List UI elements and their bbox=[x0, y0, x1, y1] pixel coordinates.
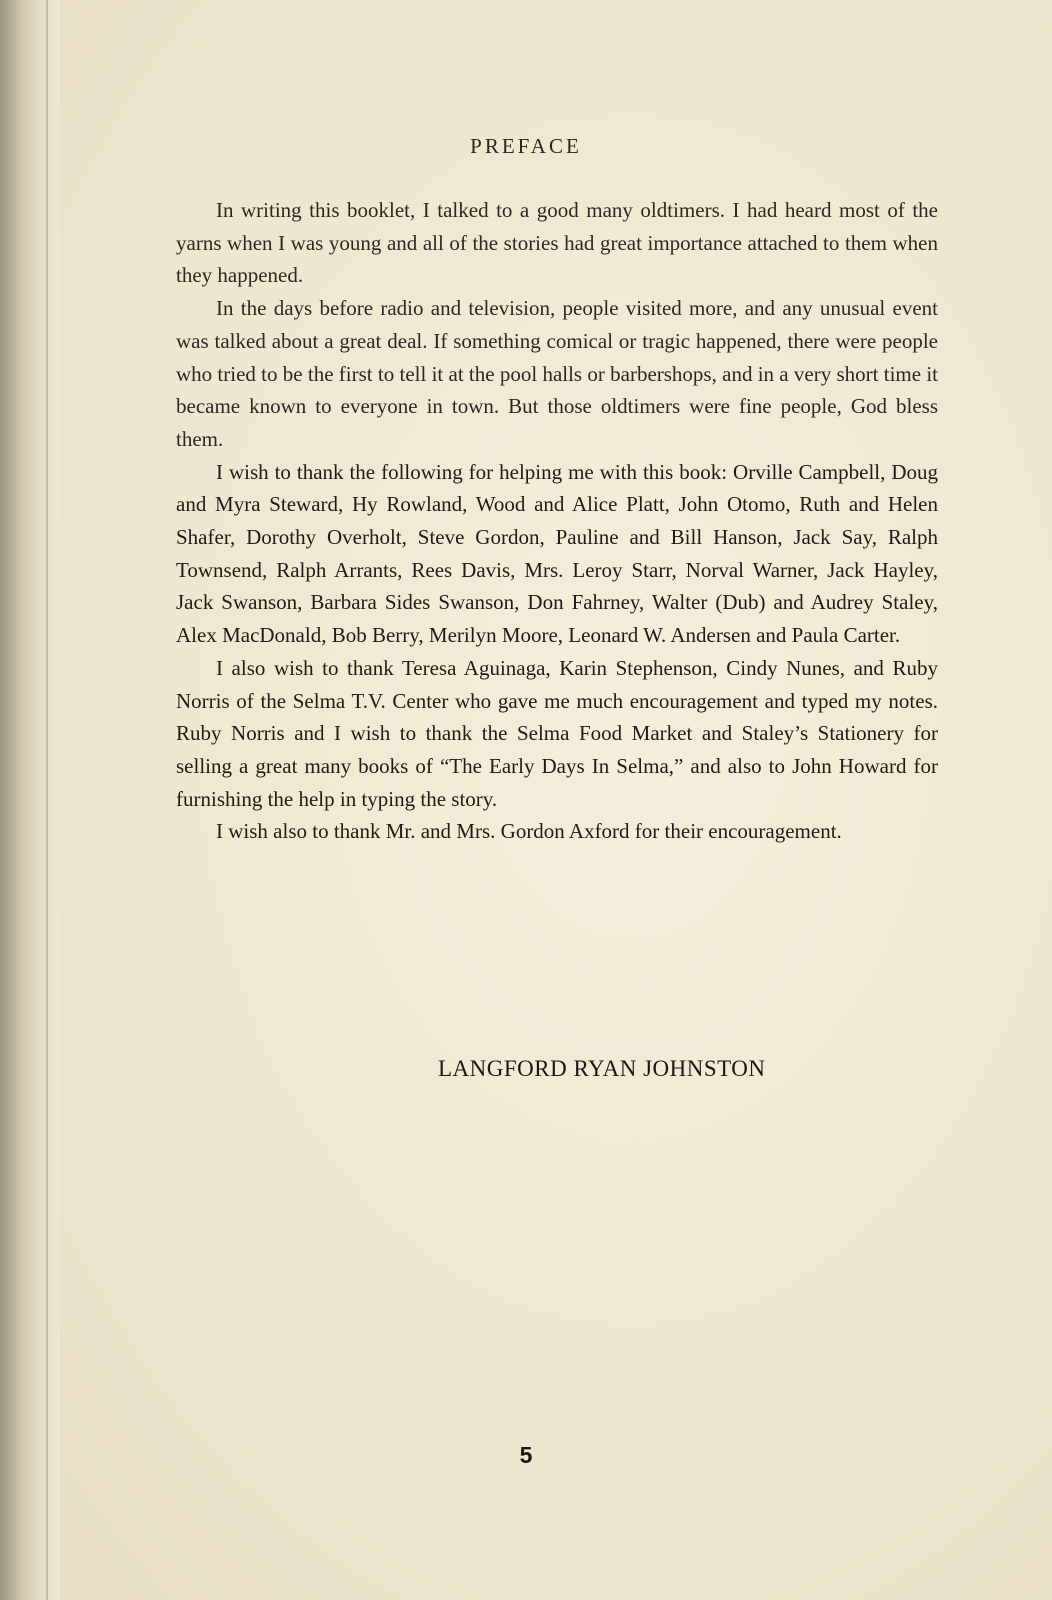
page-title: PREFACE bbox=[470, 134, 582, 158]
paragraph-4: I also wish to thank Teresa Aguinaga, Karin Stephenson, Cindy Nunes, and Ruby Norris of the Selma T.V. Center who gave me much encouragement and typed my notes. Ruby Norris and I wish to thank the Selma Food Market and Staley’s Stationery for selling a great many books of “The Early Days In Selma,” and also to John Howard for furnishing the help in typing the story. bbox=[176, 655, 938, 811]
paragraph-3: I wish to thank the following for helping me with this book: Orville Campbell, Doug and Myra Steward, Hy Rowland, Wood and Alice Platt, John Otomo, Ruth and Helen Shafer, Dorothy Overholt, Steve Gordon, Pauline and Bill Hanson, Jack Say, Ralph Townsend, Ralph Arrants, Rees Davis, Mrs. Leroy Starr, Norval Warner, Jack Hayley, Jack Swanson, Barbara Sides Swanson, Don Fahrney, Walter (Dub) and Audrey Staley, Alex MacDonald, Bob Berry, Merilyn Moore, Leonard W. Andersen and Paula Carter. bbox=[176, 459, 938, 648]
paragraph-1: In writing this booklet, I talked to a good many oldtimers. I had heard most of the yarns when I was young and all of the stories had great importance attached to them when they happened. bbox=[176, 198, 938, 288]
page-number: 5 bbox=[519, 1442, 533, 1468]
author-signature: LANGFORD RYAN JOHNSTON bbox=[438, 1056, 766, 1081]
page-binding-edge bbox=[0, 0, 60, 1600]
preface-body bbox=[176, 194, 938, 848]
page-fold-line bbox=[46, 0, 48, 1600]
paragraph-2: In the days before radio and television, people visited more, and any unusual event was talked about a great deal. If something comical or tragic happened, there were people who tried to be the first to tell it at the pool halls or barbershops, and in a very short time it became known to everyone in town. But those oldtimers were fine people, God bless them. bbox=[176, 296, 938, 451]
paragraph-5: I wish also to thank Mr. and Mrs. Gordon Axford for their encouragement. bbox=[216, 819, 842, 844]
